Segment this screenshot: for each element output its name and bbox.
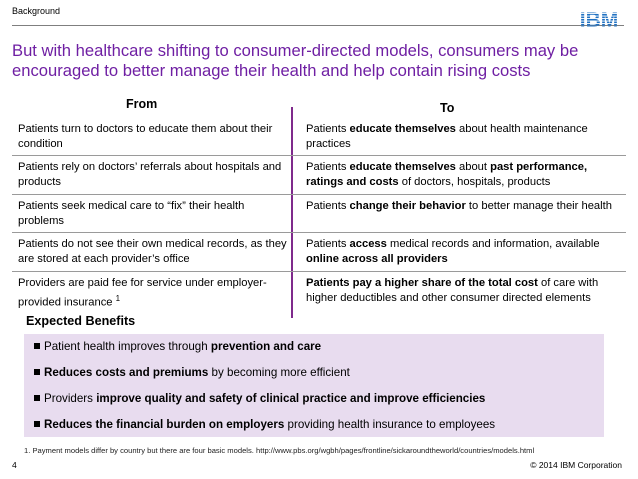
to-cell bbox=[294, 118, 626, 155]
bold-text: access bbox=[349, 238, 387, 250]
benefit-item bbox=[34, 418, 495, 432]
footnote: 1. Payment models differ by country but there are four basic models. http://www.pbs.org/wgbh/pages/frontline/sickaroundtheworld/countries/models.html bbox=[24, 446, 535, 455]
bold-text: Reduces the financial burden on employers bbox=[44, 418, 285, 431]
text-run: to better manage their health bbox=[465, 200, 612, 212]
ibm-logo-text: IBM bbox=[579, 9, 619, 29]
table-row bbox=[12, 118, 626, 156]
text-run: medical records and information, available bbox=[386, 238, 600, 250]
text-run: by becoming more efficient bbox=[208, 366, 350, 379]
table-row bbox=[12, 195, 626, 233]
to-column-header: To bbox=[440, 101, 455, 115]
bold-text: Patients pay a higher share of the total cost bbox=[306, 277, 538, 289]
benefit-text bbox=[44, 340, 321, 353]
benefit-text bbox=[44, 366, 350, 379]
table-row bbox=[12, 233, 626, 272]
to-cell bbox=[294, 156, 626, 194]
bold-text: educate themselves bbox=[349, 161, 456, 173]
benefit-item bbox=[34, 392, 485, 406]
benefit-item bbox=[34, 340, 321, 354]
from-text: Providers are paid fee for service under employer-provided insurance bbox=[18, 277, 267, 309]
ibm-logo bbox=[576, 9, 622, 29]
bold-text: Reduces costs and premiums bbox=[44, 366, 209, 379]
text-run: providing health insurance to employees bbox=[284, 418, 496, 431]
page-number: 4 bbox=[12, 460, 17, 470]
benefits-title: Expected Benefits bbox=[26, 314, 136, 328]
benefit-text bbox=[44, 418, 495, 431]
bold-text: change their behavior bbox=[349, 200, 466, 212]
page-title: But with healthcare shifting to consumer-directed models, consumers may be encouraged to better manage their health and help contain rising costs bbox=[12, 41, 579, 80]
bold-text: prevention and care bbox=[210, 340, 322, 353]
bullet-icon bbox=[34, 421, 40, 427]
text-run: of care with higher deductibles and other consumer directed elements bbox=[306, 277, 599, 304]
from-cell: Patients seek medical care to “fix” their health problems bbox=[18, 200, 245, 227]
header-rule bbox=[12, 25, 624, 26]
bold-text: educate themselves bbox=[349, 123, 456, 135]
footnote-ref: 1 bbox=[115, 294, 121, 303]
to-cell bbox=[294, 195, 626, 232]
from-column-header: From bbox=[126, 97, 158, 111]
bullet-icon bbox=[34, 369, 40, 375]
bullet-icon bbox=[34, 343, 40, 349]
copyright: © 2014 IBM Corporation bbox=[530, 460, 622, 470]
from-cell: Patients turn to doctors to educate them about their condition bbox=[18, 123, 273, 150]
table-row bbox=[12, 272, 626, 320]
bullet-icon bbox=[34, 395, 40, 401]
bold-text: improve quality and safety of clinical practice and improve efficiencies bbox=[96, 392, 486, 405]
from-cell bbox=[12, 272, 294, 320]
to-cell bbox=[294, 272, 626, 320]
text-run: Patients bbox=[306, 238, 350, 250]
text-run: Providers bbox=[44, 392, 97, 405]
text-run: Patient health improves through bbox=[44, 340, 211, 353]
section-label: Background bbox=[12, 6, 61, 16]
text-run: about bbox=[455, 161, 491, 173]
text-run: Patients bbox=[306, 200, 350, 212]
to-cell bbox=[294, 233, 626, 271]
text-run: of doctors, hospitals, products bbox=[398, 176, 551, 188]
text-run: about health maintenance practices bbox=[306, 123, 588, 150]
from-cell: Patients do not see their own medical records, as they are stored at each provider’s office bbox=[18, 238, 287, 265]
benefit-item bbox=[34, 366, 350, 380]
text-run: Patients bbox=[306, 123, 350, 135]
text-run: Patients bbox=[306, 161, 350, 173]
benefit-text bbox=[44, 392, 485, 405]
bold-text: online across all providers bbox=[306, 253, 448, 265]
bold-text: past performance, ratings and costs bbox=[306, 161, 588, 188]
benefits-box bbox=[24, 334, 604, 437]
from-cell: Patients rely on doctors’ referrals about hospitals and products bbox=[18, 161, 282, 188]
comparison-table bbox=[12, 118, 626, 320]
table-row bbox=[12, 156, 626, 195]
